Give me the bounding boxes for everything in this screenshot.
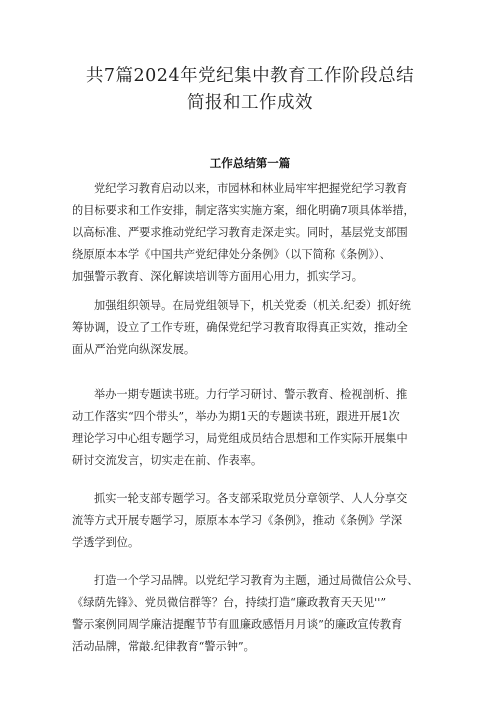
paragraph-line: 的目标要求和工作安排，制定落实实施方案，细化明确7项具体举措， xyxy=(72,204,415,217)
paragraph-line: 打造一个学习品牌。以党纪学习教育为主题，通过局微信公众号、 xyxy=(94,574,419,587)
paragraph-learning-brand xyxy=(72,570,446,658)
paragraph-branch-study xyxy=(72,488,446,554)
paragraph-intro xyxy=(72,178,446,288)
paragraph-line: 面从严治党向纵深发展。 xyxy=(72,343,196,356)
paragraph-line: 筹协调，设立了工作专班，确保党纪学习教育取得真正实效，推动全 xyxy=(72,321,408,334)
paragraph-line: 《绿荫先锋》、党员微信群等？台，持续打造“廉政教育天天见''” xyxy=(72,596,387,609)
document-title-line-1: 共7篇2024年党纪集中教育工作阶段总结 xyxy=(85,66,415,86)
paragraph-line: 学透学到位。 xyxy=(72,536,140,549)
paragraph-reading-class xyxy=(72,384,446,472)
paragraph-line: 研讨交流发言，切实走在前、作表率。 xyxy=(72,454,263,467)
paragraph-line: 理论学习中心组专题学习，局党组成员结合思想和工作实际开展集中 xyxy=(72,432,408,445)
paragraph-line: 活动品牌，常敲.纪律教育“警示钟”。 xyxy=(72,640,255,653)
paragraph-line: 流等方式开展专题学习，原原本本学习《条例》，推动《条例》学深 xyxy=(72,514,403,527)
paragraph-line: 动工作落实“四个带头”，举办为期1天的专题读书班，跟进开展1次 xyxy=(72,410,400,423)
paragraph-line: 加强警示教育、深化解读培训等方面用心用力，抓实学习。 xyxy=(72,270,363,283)
paragraph-line: 以高标准、严要求推动党纪学习教育走深走实。同时，基层党支部围 xyxy=(72,226,408,239)
section-heading: 工作总结第一篇 xyxy=(209,156,291,170)
paragraph-line: 党纪学习教育启动以来，市园林和林业局牢牢把握党纪学习教育 xyxy=(94,182,408,195)
paragraph-line: 抓实一轮支部专题学习。各支部采取党员分章领学、人人分享交 xyxy=(94,492,408,505)
paragraph-line: 举办一期专题读书班。力行学习研讨、警示教育、检视剖析、推 xyxy=(94,388,408,401)
paragraph-line: 加强组织领导。在局党组领导下，机关党委（机关.纪委）抓好统 xyxy=(94,299,411,312)
paragraph-line: 绕原原本本学《中国共产党纪律处分条例》（以下简称《条例》）、 xyxy=(72,248,391,261)
document-title-line-2: 简报和工作成效 xyxy=(187,93,313,113)
paragraph-organization xyxy=(72,295,446,361)
paragraph-line: 警示案例同周学廉洁提醒节节有皿廉政感悟月月谈”的廉政宣传教育 xyxy=(72,618,403,631)
